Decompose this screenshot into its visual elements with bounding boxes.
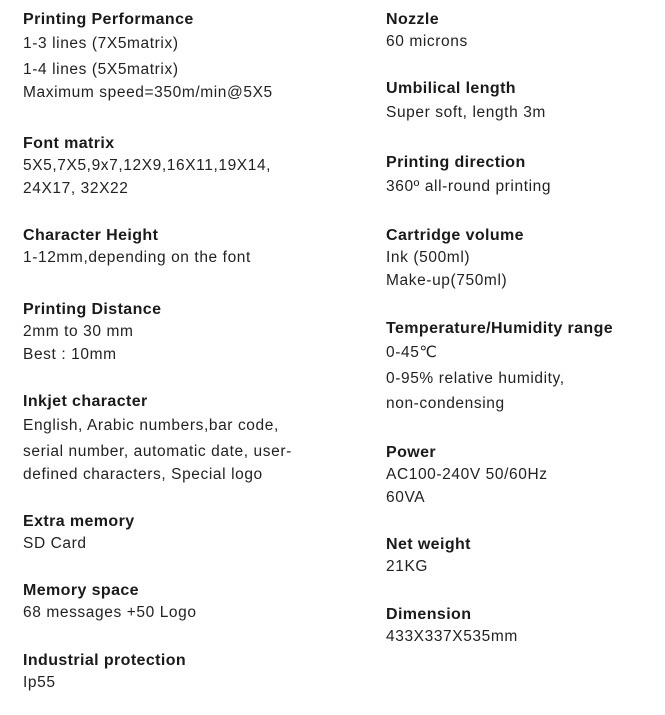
spec-line: Super soft, length 3m [386,104,546,121]
spec-line: defined characters, Special logo [23,466,263,483]
spec-inkjet-character [23,391,363,487]
spec-umbilical-length [386,78,661,125]
spec-printing-direction [386,152,661,200]
spec-industrial-protection [23,650,363,695]
spec-title: Power [386,444,437,461]
spec-font-matrix [23,133,363,200]
spec-title: Dimension [386,606,472,623]
spec-line: 1-12mm,depending on the font [23,249,251,266]
spec-line: Best : 10mm [23,345,117,363]
spec-printing-performance [23,9,363,104]
spec-line: AC100-240V 50/60Hz [386,466,548,483]
spec-temperature-humidity [386,318,661,416]
spec-line: Maximum speed=350m/min@5X5 [23,84,273,101]
spec-power [386,442,661,509]
spec-extra-memory [23,511,363,556]
spec-dimension [386,604,661,649]
spec-title: Umbilical length [386,80,516,97]
spec-title: Industrial protection [23,652,187,669]
spec-cartridge-volume [386,225,661,292]
spec-memory-space [23,580,363,625]
spec-title: Memory space [23,582,139,599]
spec-line: non-condensing [386,395,505,412]
spec-title: Printing Performance [23,11,194,28]
spec-title: Character Height [23,227,159,244]
spec-line: Ink (500ml) [386,249,471,266]
spec-line: 60VA [386,488,426,506]
spec-net-weight [386,534,661,579]
spec-title: Extra memory [23,513,135,530]
spec-line: 68 messages +50 Logo [23,604,197,621]
spec-line: 360º all-round printing [386,178,552,195]
spec-line: 21KG [386,558,429,575]
spec-line: 5X5,7X5,9x7,12X9,16X11,19X14, [23,157,272,174]
spec-line: 0-95% relative humidity, [386,370,565,387]
spec-title: Temperature/Humidity range [386,320,614,337]
spec-line: SD Card [23,535,87,552]
spec-title: Cartridge volume [386,227,524,244]
spec-line: serial number, automatic date, user- [23,443,292,460]
spec-line: 2mm to 30 mm [23,323,134,340]
spec-title: Net weight [386,536,471,553]
spec-line: 1-3 lines (7X5matrix) [23,35,179,52]
spec-line: 0-45℃ [386,344,438,361]
spec-title: Nozzle [386,11,440,28]
spec-title: Printing Distance [23,301,162,318]
spec-printing-distance [23,299,363,366]
spec-line: 60 microns [386,33,468,50]
spec-line: English, Arabic numbers,bar code, [23,417,279,434]
spec-line: Ip55 [23,674,56,691]
spec-line: 1-4 lines (5X5matrix) [23,60,179,78]
spec-title: Printing direction [386,154,526,171]
spec-title: Font matrix [23,135,115,152]
spec-character-height [23,225,363,270]
spec-nozzle [386,9,661,54]
spec-title: Inkjet character [23,393,148,410]
spec-line: 24X17, 32X22 [23,179,129,197]
spec-line: 433X337X535mm [386,628,518,645]
spec-line: Make-up(750ml) [386,271,508,289]
